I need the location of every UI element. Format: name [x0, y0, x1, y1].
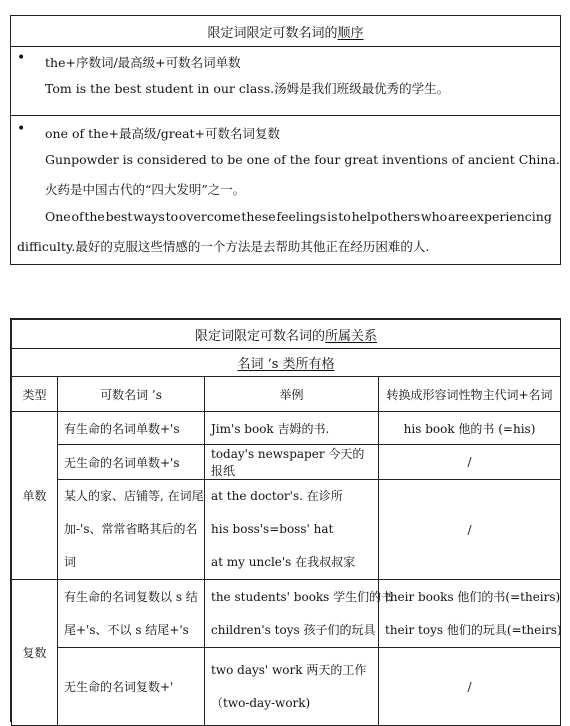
example-text: Tom is the best student in our class.汤姆是我们班级最优秀的学生。: [45, 81, 450, 96]
order-title-text: 限定词限定可数名词的: [207, 25, 338, 41]
word: are: [447, 209, 469, 224]
word: ways: [133, 209, 165, 224]
word: others: [379, 209, 421, 224]
word: who: [420, 209, 448, 224]
possessive-table: [11, 319, 561, 726]
table-header-row: [12, 377, 561, 412]
header-cell: 类型: [12, 377, 58, 412]
table-title-emphasis: 所属关系: [325, 328, 378, 344]
convert-cell: /: [379, 648, 561, 726]
example-cell: [205, 648, 379, 726]
example-text: Gunpowder is considered to be one of the four great inventions of ancient China.: [45, 152, 560, 167]
example-translation: 火药是中国古代的“四大发明”之一。: [45, 182, 246, 197]
type-cell-plural: 复数: [12, 580, 58, 726]
example-text-continued: difficulty.最好的克服这些情感的一个方法是去帮助其他正在经历困难的人.: [17, 239, 430, 254]
order-title-emphasis: 顺序: [337, 25, 364, 41]
word: help: [351, 209, 380, 224]
table-title-text: 限定词限定可数名词的: [195, 328, 326, 344]
order-rules-box: [10, 15, 561, 265]
table-title: [12, 320, 561, 349]
example-cell: Jim's book 吉姆的书.: [205, 412, 379, 445]
order-title: [11, 16, 560, 47]
bullet-icon: •: [17, 50, 26, 66]
convert-cell: /: [379, 445, 561, 480]
table-subtitle: [12, 349, 561, 377]
example-line: at the doctor's. 在诊所: [211, 489, 343, 503]
example-cell: today's newspaper 今天的报纸: [205, 445, 379, 480]
table-row: [12, 445, 561, 480]
possessive-table-box: [10, 318, 561, 722]
order-item-2: [11, 116, 560, 264]
rule-text: the+序数词/最高级+可数名词单数: [45, 55, 241, 70]
word: is: [327, 209, 338, 224]
rule-line: 词: [64, 555, 77, 569]
table-row: [12, 580, 561, 648]
header-cell: 转换成形容词性物主代词+名词: [379, 377, 561, 412]
rule-line: 有生命的名词复数以 s 结: [64, 589, 198, 604]
table-row: [12, 412, 561, 445]
order-item-1: [11, 47, 560, 116]
example-cell: [205, 580, 394, 648]
example-line: at my uncle's 在我叔叔家: [211, 555, 356, 569]
word: feelings: [276, 209, 327, 224]
rule-cell: 无生命的名词复数+': [58, 648, 205, 726]
word: these: [241, 209, 276, 224]
rule-line: 某人的家、店铺等, 在词尾: [64, 489, 204, 503]
example-line: two days' work 两天的工作: [211, 662, 367, 677]
table-row: [12, 480, 561, 580]
convert-cell: /: [379, 480, 561, 580]
rule-text: one of the+最高级/great+可数名词复数: [45, 126, 281, 141]
bullet-icon: •: [17, 121, 26, 137]
word: experiencing: [469, 209, 552, 224]
example-line: children's toys 孩子们的玩具: [211, 622, 376, 637]
header-cell: 可数名词 ’s: [58, 377, 205, 412]
word: the: [84, 209, 105, 224]
rule-line: 加-'s、常常省略其后的名: [64, 522, 198, 536]
word: One: [45, 209, 71, 224]
word: of: [71, 209, 84, 224]
convert-cell: [379, 580, 561, 648]
type-cell-single: 单数: [12, 412, 58, 580]
convert-cell: his book 他的书 (=his): [379, 412, 561, 445]
example-text-justified: [45, 209, 552, 224]
word: to: [165, 209, 179, 224]
example-line: his boss's=boss' hat: [211, 522, 334, 536]
example-cell: [205, 480, 379, 580]
rule-cell: [58, 480, 205, 580]
rule-cell: [58, 580, 205, 648]
rule-cell: 无生命的名词单数+'s: [58, 445, 205, 480]
header-cell: 举例: [205, 377, 379, 412]
table-subtitle-text: 名词 ’s 类所有格: [237, 357, 335, 372]
rule-cell: 有生命的名词单数+'s: [58, 412, 205, 445]
example-line: the students' books 学生们的书: [211, 589, 394, 604]
word: best: [105, 209, 133, 224]
word: overcome: [178, 209, 241, 224]
example-line: （two-day-work): [211, 695, 311, 710]
rule-line: 尾+'s、不以 s 结尾+'s: [64, 622, 189, 637]
convert-line: their toys 他们的玩具(=theirs): [385, 622, 562, 637]
convert-line: their books 他们的书(=theirs): [385, 589, 561, 604]
table-row: [12, 648, 561, 726]
word: to: [338, 209, 351, 224]
